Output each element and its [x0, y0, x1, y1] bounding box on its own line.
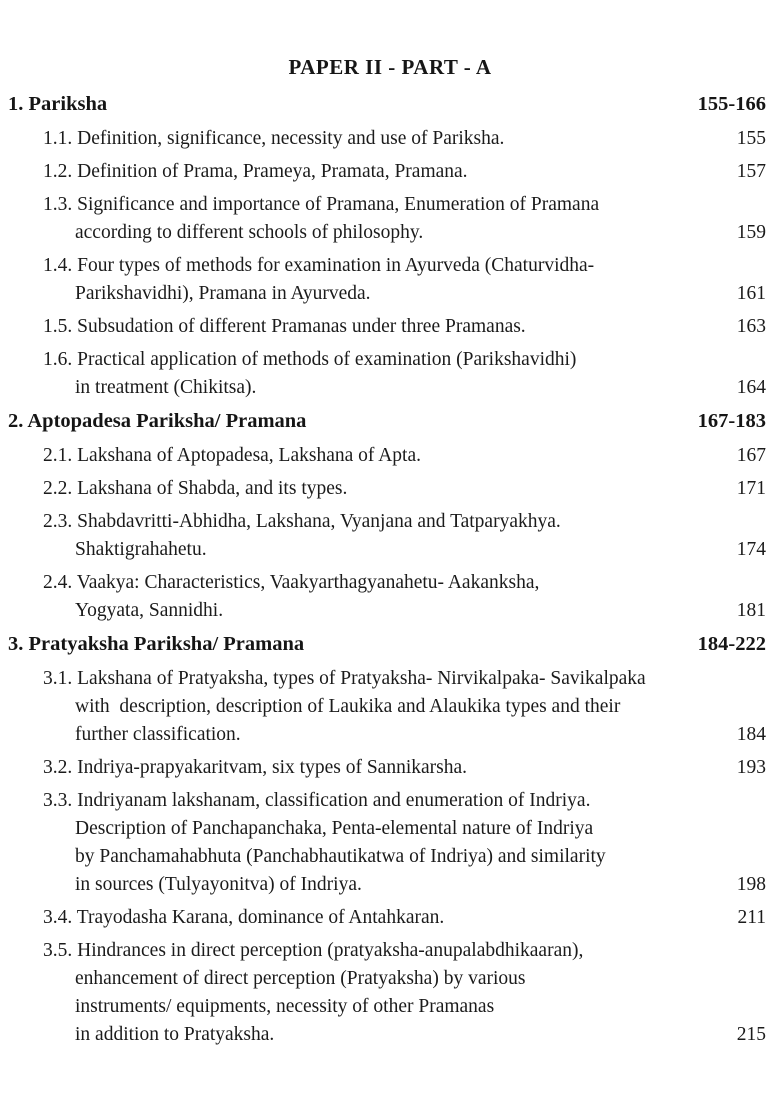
section-page-range: 167-183 [697, 410, 766, 432]
entry-text: in treatment (Chikitsa). [75, 377, 257, 398]
toc-entry-line [0, 843, 780, 871]
toc-entry [0, 937, 780, 1049]
entry-text: 3.2. Indriya-prapyakaritvam, six types of Sannikarsha. [43, 757, 468, 778]
entry-page-number: 174 [736, 539, 766, 560]
toc-entry-line [0, 754, 780, 782]
toc-entry [0, 158, 780, 186]
toc-section-heading [0, 630, 780, 658]
section-page-range: 155-166 [697, 93, 766, 115]
toc-entry-line [0, 815, 780, 843]
section-page-range: 184-222 [697, 633, 766, 655]
entry-page-number: 163 [736, 316, 766, 337]
toc-entry-line [0, 569, 780, 597]
toc-entry-line [0, 904, 780, 932]
entry-page-number: 155 [736, 128, 766, 149]
toc-entry-line [0, 252, 780, 280]
page-title: PAPER II - PART - A [288, 55, 492, 79]
entry-text: 3.3. Indriyanam lakshanam, classification and enumeration of Indriya. [43, 790, 591, 811]
toc-entry-line [0, 508, 780, 536]
entry-text: instruments/ equipments, necessity of other Pramanas [75, 996, 495, 1017]
toc-entry-line [0, 313, 780, 341]
toc-entry-line [0, 597, 780, 625]
entry-page-number: 157 [736, 161, 766, 182]
toc-entry-line [0, 721, 780, 749]
entry-text: with description, description of Laukika and Alaukika types and their [75, 696, 621, 717]
entry-text: in sources (Tulyayonitva) of Indriya. [75, 874, 362, 895]
entry-text: 1.2. Definition of Prama, Prameya, Pramata, Pramana. [43, 161, 468, 182]
toc-entry-line [0, 442, 780, 470]
toc-entry [0, 346, 780, 402]
toc-entry-line [0, 280, 780, 308]
toc-entry-line [0, 693, 780, 721]
entry-text: 3.5. Hindrances in direct perception (pratyaksha-anupalabdhikaaran), [43, 940, 584, 961]
entry-text: 2.4. Vaakya: Characteristics, Vaakyarthagyanahetu- Aakanksha, [43, 572, 540, 593]
toc-entry [0, 754, 780, 782]
toc-entry-line [0, 191, 780, 219]
entry-text: 2.1. Lakshana of Aptopadesa, Lakshana of Apta. [43, 445, 421, 466]
toc-entry-line [0, 665, 780, 693]
toc-entry [0, 313, 780, 341]
entry-text: in addition to Pratyaksha. [75, 1024, 275, 1045]
toc-entry-line [0, 374, 780, 402]
toc-entry-line [0, 536, 780, 564]
entry-text: further classification. [75, 724, 241, 745]
toc-entry-line [0, 937, 780, 965]
entry-page-number: 181 [736, 600, 766, 621]
entry-page-number: 211 [737, 907, 766, 928]
toc-list [0, 90, 780, 1049]
toc-entry-line [0, 871, 780, 899]
toc-entry-line [0, 219, 780, 247]
entry-page-number: 164 [736, 377, 766, 398]
entry-text: 2.3. Shabdavritti-Abhidha, Lakshana, Vyanjana and Tatparyakhya. [43, 511, 561, 532]
entry-page-number: 184 [736, 724, 766, 745]
section-heading-text: 3. Pratyaksha Pariksha/ Pramana [8, 633, 305, 655]
toc-entry-line [0, 965, 780, 993]
entry-text: 3.1. Lakshana of Pratyaksha, types of Pratyaksha- Nirvikalpaka- Savikalpaka [43, 668, 646, 689]
entry-page-number: 198 [736, 874, 766, 895]
toc-entry [0, 475, 780, 503]
entry-page-number: 159 [736, 222, 766, 243]
section-heading-text: 1. Pariksha [8, 93, 108, 115]
entry-text: 2.2. Lakshana of Shabda, and its types. [43, 478, 348, 499]
entry-text: according to different schools of philosophy. [75, 222, 424, 243]
toc-entry [0, 904, 780, 932]
entry-text: 3.4. Trayodasha Karana, dominance of Antahkaran. [43, 907, 445, 928]
entry-page-number: 167 [736, 445, 766, 466]
entry-text: Description of Panchapanchaka, Penta-elemental nature of Indriya [75, 818, 594, 839]
entry-text: Shaktigrahahetu. [75, 539, 207, 560]
entry-text: 1.6. Practical application of methods of examination (Parikshavidhi) [43, 349, 577, 370]
toc-entry-line [0, 346, 780, 374]
entry-text: 1.4. Four types of methods for examination in Ayurveda (Chaturvidha- [43, 255, 595, 276]
toc-entry-line [0, 475, 780, 503]
toc-section-heading [0, 90, 780, 118]
entry-page-number: 215 [736, 1024, 766, 1045]
toc-section-heading [0, 407, 780, 435]
entry-text: 1.3. Significance and importance of Pramana, Enumeration of Pramana [43, 194, 600, 215]
toc-entry-line [0, 125, 780, 153]
toc-entry-line [0, 1021, 780, 1049]
entry-text: by Panchamahabhuta (Panchabhautikatwa of Indriya) and similarity [75, 846, 606, 867]
entry-text: Yogyata, Sannidhi. [75, 600, 224, 621]
toc-entry [0, 665, 780, 749]
toc-entry-line [0, 158, 780, 186]
entry-page-number: 193 [736, 757, 766, 778]
entry-page-number: 161 [736, 283, 766, 304]
toc-entry [0, 191, 780, 247]
entry-page-number: 171 [736, 478, 766, 499]
toc-entry [0, 569, 780, 625]
entry-text: 1.5. Subsudation of different Pramanas under three Pramanas. [43, 316, 526, 337]
toc-entry [0, 508, 780, 564]
entry-text: Parikshavidhi), Pramana in Ayurveda. [75, 283, 371, 304]
entry-text: 1.1. Definition, significance, necessity and use of Pariksha. [43, 128, 505, 149]
entry-text: enhancement of direct perception (Pratyaksha) by various [75, 968, 526, 989]
section-heading-text: 2. Aptopadesa Pariksha/ Pramana [8, 410, 307, 432]
toc-entry [0, 252, 780, 308]
toc-entry-line [0, 993, 780, 1021]
toc-entry [0, 125, 780, 153]
toc-entry-line [0, 787, 780, 815]
toc-entry [0, 787, 780, 899]
toc-entry [0, 442, 780, 470]
